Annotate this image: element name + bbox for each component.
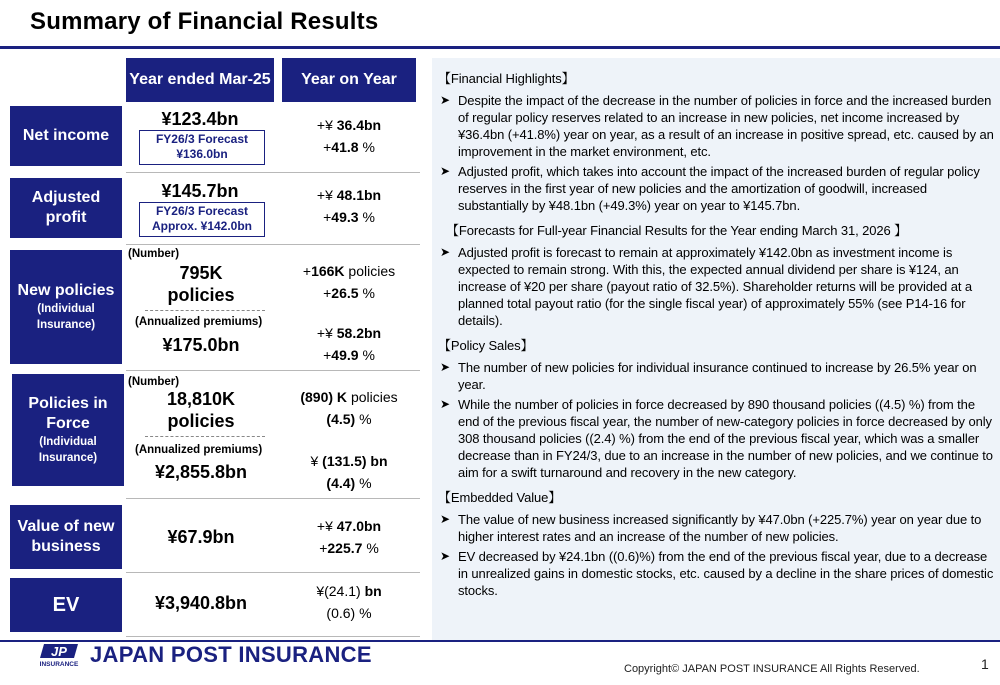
row-divider xyxy=(126,636,420,637)
bullet-item: ➤ Adjusted profit is forecast to remain at approximately ¥142.0bn as investment income is expected to remain strong. With this, the expected annual dividend per share is ¥124, an increase of ¥20 per share (payout ratio of 32.5%). Shareholder returns will be provided at a planned total payout ratio (for the single fiscal year) of approximately 55% (see P14-16 for details). xyxy=(440,245,972,328)
ev-yoy: ¥(24.1) bn (0.6) % xyxy=(316,583,382,621)
arrow-bullet-icon: ➤ xyxy=(440,512,450,526)
page-number: 1 xyxy=(981,656,989,672)
logo-text: JAPAN POST INSURANCE xyxy=(90,642,372,667)
title-divider xyxy=(0,46,1000,49)
section-heading: 【Embedded Value】 xyxy=(438,490,562,505)
new-policies-number-label: (Number) xyxy=(128,248,180,260)
ev-value: ¥3,940.8bn xyxy=(154,593,248,613)
row-sublabel: (Individual Insurance) xyxy=(36,303,96,331)
new-policies-premium-value: ¥175.0bn xyxy=(162,335,240,355)
highlights-panel xyxy=(432,58,1000,640)
arrow-bullet-icon: ➤ xyxy=(440,164,450,178)
adjusted-profit-value: ¥145.7bn xyxy=(161,181,239,201)
pif-premium-yoy: ¥ (131.5) bn (4.4) % xyxy=(310,453,388,491)
pif-premium-value: ¥2,855.8bn xyxy=(154,462,248,482)
bullet-item: ➤ The value of new business increased significantly by ¥47.0bn (+225.7%) year on year due to higher interest rates and an increase of the number of new policies. xyxy=(440,512,982,544)
header-year-on-year: Year on Year xyxy=(282,58,416,102)
adjusted-profit-forecast-box: FY26/3 Forecast Approx. ¥142.0bn xyxy=(139,202,265,237)
row-sublabel: (Individual Insurance) xyxy=(38,436,98,464)
copyright-text: Copyright© JAPAN POST INSURANCE All Rights Reserved. xyxy=(624,663,920,675)
net-income-value: ¥123.4bn xyxy=(161,109,239,129)
pif-premium-label: (Annualized premiums) xyxy=(135,444,263,456)
section-heading: 【Forecasts for Full-year Financial Results for the Year ending March 31, 2026 】 xyxy=(446,223,908,238)
adjusted-profit-yoy: +¥ 48.1bn +49.3 % xyxy=(316,187,382,225)
row-label-ev: EV xyxy=(10,578,122,632)
row-divider xyxy=(126,572,420,573)
bullet-item: ➤ While the number of policies in force decreased by 890 thousand policies ((4.5) %) from the end of the previous fiscal year, the number of new-category policies in force decreased by only 308 thousand policies ((2.4) %) from the end of the previous fiscal year, which was a smaller decrease than in FY24/3, due to an increase in the number of new policies, and we continue to aim for a swift turnaround and recovery in the new category. xyxy=(440,397,993,480)
row-label-net-income: Net income xyxy=(10,106,122,166)
net-income-forecast-box: FY26/3 Forecast ¥136.0bn xyxy=(139,130,265,165)
net-income-yoy: +¥ 36.4bn +41.8 % xyxy=(316,117,382,155)
jp-logo-icon xyxy=(38,642,80,668)
row-subdivider xyxy=(145,436,265,437)
row-label-adjusted-profit: Adjusted profit xyxy=(10,178,122,238)
bullet-item: ➤ Adjusted profit, which takes into account the impact of the increased burden of regular policy reserves in the first year of new policies and the amortization of goodwill, increased substantially by ¥48.1bn (+49.3%) year on year to ¥145.7bn. xyxy=(440,164,980,213)
bullet-item: ➤ EV decreased by ¥24.1bn ((0.6)%) from the end of the previous fiscal year, due to a decrease in unrealized gains in domestic stocks, etc. caused by a decline in the share prices of domestic stocks. xyxy=(440,549,994,598)
row-divider xyxy=(126,370,420,371)
row-divider xyxy=(126,498,420,499)
vnb-value: ¥67.9bn xyxy=(167,527,235,547)
row-label-policies-in-force: Policies in Force (Individual Insurance) xyxy=(12,374,124,486)
section-heading: 【Policy Sales】 xyxy=(438,338,534,353)
arrow-bullet-icon: ➤ xyxy=(440,397,450,411)
row-label-new-policies: New policies (Individual Insurance) xyxy=(10,250,122,364)
new-policies-premium-yoy: +¥ 58.2bn +49.9 % xyxy=(316,325,382,363)
logo-mark-text: JP xyxy=(51,644,67,659)
bullet-item: ➤ Despite the impact of the decrease in the number of policies in force and the increased burden of regular policy reserves related to an increase in new policies, net income increased by ¥36.4bn (+41.8%) year on year, as a result of an increase in positive spread, etc. caused by an improvement in the market environment, etc. xyxy=(440,93,994,159)
row-subdivider xyxy=(145,310,265,311)
row-label-value-new-business: Value of new business xyxy=(10,505,122,569)
company-logo xyxy=(38,640,418,670)
pif-number-yoy: (890) K policies (4.5) % xyxy=(300,389,398,427)
new-policies-number-value: 795K policies xyxy=(167,263,235,305)
new-policies-premium-label: (Annualized premiums) xyxy=(135,316,263,328)
arrow-bullet-icon: ➤ xyxy=(440,93,450,107)
highlights-text xyxy=(438,70,996,602)
section-heading: 【Financial Highlights】 xyxy=(438,71,575,86)
arrow-bullet-icon: ➤ xyxy=(440,245,450,259)
vnb-yoy: +¥ 47.0bn +225.7 % xyxy=(316,518,382,556)
arrow-bullet-icon: ➤ xyxy=(440,360,450,374)
pif-number-value: 18,810K policies xyxy=(166,389,236,431)
page-title: Summary of Financial Results xyxy=(30,8,379,35)
row-divider xyxy=(126,172,420,173)
bullet-item: ➤ The number of new policies for individual insurance continued to increase by 26.5% year on year. xyxy=(440,360,977,392)
row-divider xyxy=(126,244,420,245)
new-policies-number-yoy: +166K policies +26.5 % xyxy=(302,263,396,301)
header-year-ended: Year ended Mar-25 xyxy=(126,58,274,102)
arrow-bullet-icon: ➤ xyxy=(440,549,450,563)
logo-mark-subtext: INSURANCE xyxy=(39,661,79,668)
pif-number-label: (Number) xyxy=(128,376,180,388)
